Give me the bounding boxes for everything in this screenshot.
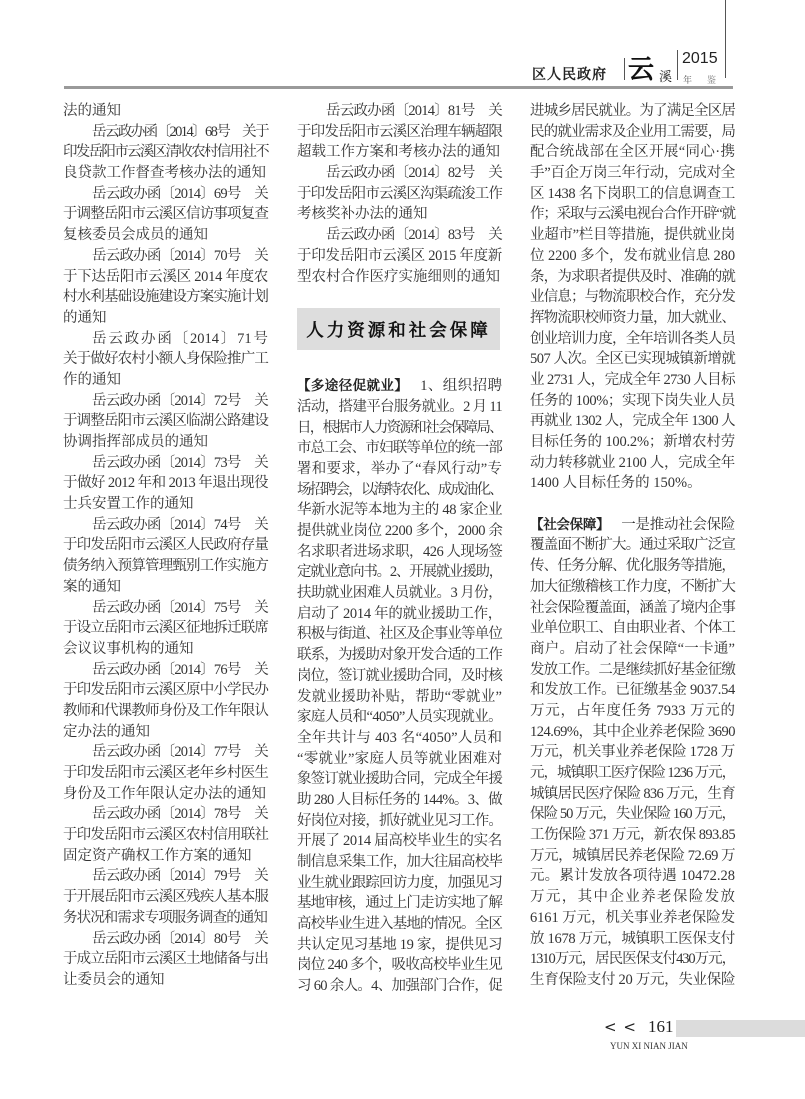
text-line: 发就业援助补贴，帮助“零就业” [297,688,502,705]
text-line: 元，城镇职工医疗保险 1236 万元， [530,765,735,781]
footer-subtitle: YUN XI NIAN JIAN [610,1041,688,1051]
text-line: 岳云政办函〔2014〕82号 关 [326,165,502,182]
page-number: 161 [648,1017,674,1036]
paragraph [297,225,502,287]
text-line: 于印发岳阳市云溪区农村信用联社 [63,827,268,844]
text-line: 于开展岳阳市云溪区残疾人基本服 [63,889,268,906]
text-line: 固定资产确权工作方案的通知 [63,847,252,864]
text-line: 教师和代课教师身份及工作年限认 [63,702,268,719]
text-line: 于成立岳阳市云溪区土地储备与出 [63,951,268,968]
text-line: 条，为求职者提供及时、准确的就 [530,268,735,285]
paragraph [63,329,268,391]
text-line: 业单位职工、自由职业者、个体工 [530,620,735,637]
paragraph [63,246,268,329]
text-line: 岳云政办函〔2014〕73号 关 [92,454,268,471]
text-line: 岳云政办函〔2014〕78号 关 [92,806,268,823]
text-line: 华新水泥等本地为主的 48 家企业 [297,502,503,519]
text-line: 岗位，签订就业援助合同，及时核 [297,667,502,684]
text-line: 扶助就业困难人员就业。3 月份， [297,585,502,602]
text-line: 场招聘会，以海特农化、成成油化、 [297,481,502,498]
paragraph-heading: 【多途径促就业】 [297,378,409,395]
header-rule [64,86,733,89]
text-line: 民的就业需求及企业用工需要，局 [530,123,735,140]
paragraph [297,101,502,163]
logo-xi: 溪 [659,69,673,84]
text-line: 法的通知 [63,103,121,119]
text-line: 岳云政办函〔2014〕76号 关 [92,661,268,678]
text-line: 业生就业跟踪回访力度，加强见习 [297,874,502,891]
text-line: 124.69%，其中企业养老保险 3690 [530,723,735,740]
text-line: 案的通知 [63,578,121,595]
text-line: 岳云政办函〔2014〕71号 [92,330,268,347]
text-line: 发放工作。二是继续抓好基金征缴 [530,661,735,678]
text-line: 助 280 人目标任务的 144%。3、做 [297,791,502,808]
text-line: 配合统战部在全区开展“同心·携 [530,144,735,161]
text-line: 于做好 2012 年和 2013 年退出现役 [63,475,268,492]
header-divider [725,0,726,78]
section-title: 人力资源和社会保障 [297,308,500,350]
footer-bar [676,1020,805,1037]
paragraph [63,184,268,246]
yearbook-label-nian: 年 [683,75,693,85]
text-line: 业超市”栏目等措施，提供就业岗 [530,227,735,244]
text-line: 署和要求，举办了“春风行动”专 [297,460,502,477]
text-line: 城镇居民医疗保险 836 万元，生育 [530,785,735,802]
text-line: 社会保险覆盖面，涵盖了境内企事 [530,599,735,616]
text-line: 于印发岳阳市云溪区原中小学民办 [63,682,268,699]
text-line: 位 2200 多个，发布就业信息 280 [530,247,735,264]
text-line: 生育保险支付 20 万元，失业保险 [530,971,736,988]
header-divider [677,50,678,80]
text-line: 定就业意向书。2、开展就业援助， [297,564,502,581]
header-section-text: 区人民政府 [532,67,607,83]
text-line: 活动，搭建平台服务就业。2 月 11 [297,398,502,415]
text-line: 的通知 [63,309,107,326]
text-line: 岳云政办函〔2014〕77号 关 [92,744,268,761]
text-line: 启动了 2014 年的就业援助工作， [297,605,502,622]
text-line: 商户。启动了社会保障“一卡通” [530,640,735,657]
header-divider [624,58,625,80]
paragraph [63,866,268,928]
text-line: 习 60 余人。4、加强部门合作，促 [297,978,502,995]
text-line: 业信息；与物流职校合作，充分发 [530,289,735,306]
paragraph [63,742,268,804]
paragraph [63,929,268,991]
text-line: 身份及工作年限认定办法的通知 [63,785,266,802]
text-line: 印发岳阳市云溪区清收农村信用社不 [63,144,268,161]
text-column-right [530,101,735,991]
paragraph [63,453,268,515]
text-line: 良贷款工作督查考核办法的通知 [63,165,266,182]
text-line: 提供就业岗位 2200 多个，2000 余 [297,523,503,539]
text-line: 岳云政办函〔2014〕83号 关 [326,227,502,244]
text-line: 于设立岳阳市云溪区征地拆迁联席 [63,620,268,637]
paragraph [63,391,268,453]
text-line: 于印发岳阳市云溪区 2015 年度新 [297,247,502,264]
text-line: 联系，为援助对象开发合适的工作 [297,647,502,664]
text-line: 再就业 1302 人，完成全年 1300 人 [530,413,735,430]
text-line: 让委员会的通知 [63,971,165,988]
paragraph [530,515,735,991]
text-line: 岗位 240 多个，吸收高校毕业生见 [297,957,502,974]
text-line: 开展了 2014 届高校毕业生的实名 [297,833,502,850]
text-line: 1310万元，居民医保支付430万元， [530,951,735,968]
text-line: 目标任务的 100.2%；新增农村劳 [530,434,735,450]
text-line: 传、任务分解、优化服务等措施， [530,558,735,575]
text-line-content: 一是推动社会保险 [621,516,735,533]
text-line: “零就业”家庭人员等就业困难对 [297,750,502,767]
text-line: 岳云政办函〔2014〕81号 关 [326,103,502,119]
text-line: 作；采取与云溪电视台合作开辟“就 [530,206,735,223]
paragraph [297,376,502,997]
text-line: 市总工会、市妇联等单位的统一部 [297,440,502,457]
text-line: 任务的 100%；实现下岗失业人员 [530,392,735,409]
text-line: 超载工作方案和考核办法的通知 [297,144,500,161]
text-line: 作的通知 [63,371,121,388]
text-line: 于调整岳阳市云溪区临湖公路建设 [63,413,268,430]
text-line: 6161 万元，机关事业养老保险发 [530,909,735,926]
text-line: 动力转移就业 2100 人，完成全年 [530,454,735,471]
text-line-content: 1、组织招聘 [420,378,503,395]
text-line: 定办法的通知 [63,723,150,740]
yearbook-label-jian: 鉴 [707,75,717,85]
text-line: 于印发岳阳市云溪区人民政府存量 [63,537,268,554]
text-line: 万元，机关事业养老保险 1728 万 [530,744,735,761]
text-line: 岳云政办函〔2014〕79号 关 [92,868,268,885]
text-line: 507 人次。全区已实现城镇新增就 [530,351,736,368]
text-line: 岳云政办函〔2014〕80号 关 [92,930,268,947]
paragraph [63,660,268,743]
text-line: 村水利基础设施建设方案实施计划 [63,289,268,306]
text-line: 区 1438 名下岗职工的信息调查工 [530,185,735,202]
text-line [530,515,735,536]
text-line: 岳云政办函〔2014〕75号 关 [92,599,268,616]
logo-yun: 云 [628,55,655,85]
text-line: 全年共计与 403 名“4050”人员和 [297,729,502,746]
text-line: 好岗位对接，抓好就业见习工作。 [297,812,502,829]
text-line: 日，根据市人力资源和社会保障局、 [297,419,502,436]
text-line: 岳云政办函〔2014〕69号 关 [92,185,268,202]
text-line: 关于做好农村小额人身保险推广工 [63,351,268,368]
text-line: 象签订就业援助合同，完成全年援 [297,771,502,788]
text-line: 会议议事机构的通知 [63,640,194,657]
text-line: 于印发岳阳市云溪区沟渠疏浚工作 [297,185,502,202]
text-line: 积极与街道、社区及企事业等单位 [297,626,502,643]
text-line: 万元，占年度任务 7933 万元的 [530,702,735,719]
text-line: 高校毕业生进入基地的情况。全区 [297,916,502,933]
text-line: 元。累计发放各项待遇 10472.28 [530,868,735,885]
text-line: 考核奖补办法的通知 [297,206,428,223]
paragraph-heading: 【社会保障】 [530,516,610,533]
text-line: 万元，其中企业养老保险发放 [530,889,735,906]
text-line: 岳云政办函〔2014〕72号 关 [92,392,268,409]
paragraph [63,101,268,122]
text-line: 于调整岳阳市云溪区信访事项复查 [63,206,268,223]
text-line: 债务纳入预算管理甄别工作实施方 [63,558,268,575]
paragraph [297,163,502,225]
text-line: 业 2731 人，完成全年 2730 人目标 [530,371,735,388]
text-line: 基地审核，通过上门走访实地了解 [297,895,502,912]
text-line: 万元，城镇居民养老保险 72.69 万 [530,847,735,864]
text-line [297,376,502,397]
text-line: 于印发岳阳市云溪区老年乡村医生 [63,765,268,781]
text-line: 岳云政办函〔2014〕70号 关 [92,247,268,264]
paragraph [63,598,268,660]
yearbook-year: 2015 [682,50,718,67]
text-line: 覆盖面不断扩大。通过采取广泛宣 [530,537,735,554]
text-column-left [63,101,268,991]
paragraph [63,122,268,184]
text-line: 挥物流职校师资力量，加大就业、 [530,309,735,326]
text-line: 加大征缴稽核工作力度，不断扩大 [530,578,735,595]
text-line: 协调指挥部成员的通知 [63,434,208,450]
paragraph [530,101,735,494]
text-line: 家庭人员和“4050”人员实现就业。 [297,709,503,726]
chevron-left-icon: < < [604,1018,637,1036]
text-line: 1400 人目标任务的 150%。 [530,475,702,492]
text-line: 型农村合作医疗实施细则的通知 [297,268,500,285]
text-line: 岳云政办函〔2014〕74号 关 [92,516,268,533]
text-line: 放 1678 万元，城镇职工医保支付 [530,930,735,947]
text-line: 复核委员会成员的通知 [63,227,208,244]
text-line: 和发放工作。已征缴基金 9037.54 [530,682,735,699]
text-line: 士兵安置工作的通知 [63,496,194,513]
text-line: 进城乡居民就业。为了满足全区居 [530,103,735,119]
paragraph [63,515,268,598]
text-line: 于下达岳阳市云溪区 2014 年度农 [63,268,268,285]
text-column-middle [297,101,502,997]
text-line: 共认定见习基地 19 家，提供见习 [297,936,503,953]
text-line: 名求职者进场求职，426 人现场签 [297,543,503,560]
text-line: 创业培训力度，全年培训各类人员 [530,330,735,347]
text-line: 于印发岳阳市云溪区治理车辆超限 [297,123,502,140]
text-line: 工伤保险 371 万元，新农保 893.85 [530,827,735,844]
paragraph [63,804,268,866]
text-line: 制信息采集工作，加大往届高校毕 [297,854,502,870]
text-line: 手”百企万岗三年行动，完成对全 [530,165,735,182]
paragraph-gap [530,494,735,515]
text-line: 岳云政办函〔2014〕68号 关于 [92,123,268,140]
text-line: 保险 50 万元，失业保险 160 万元， [530,806,735,823]
text-line: 务状况和需求专项服务调查的通知 [63,909,267,926]
